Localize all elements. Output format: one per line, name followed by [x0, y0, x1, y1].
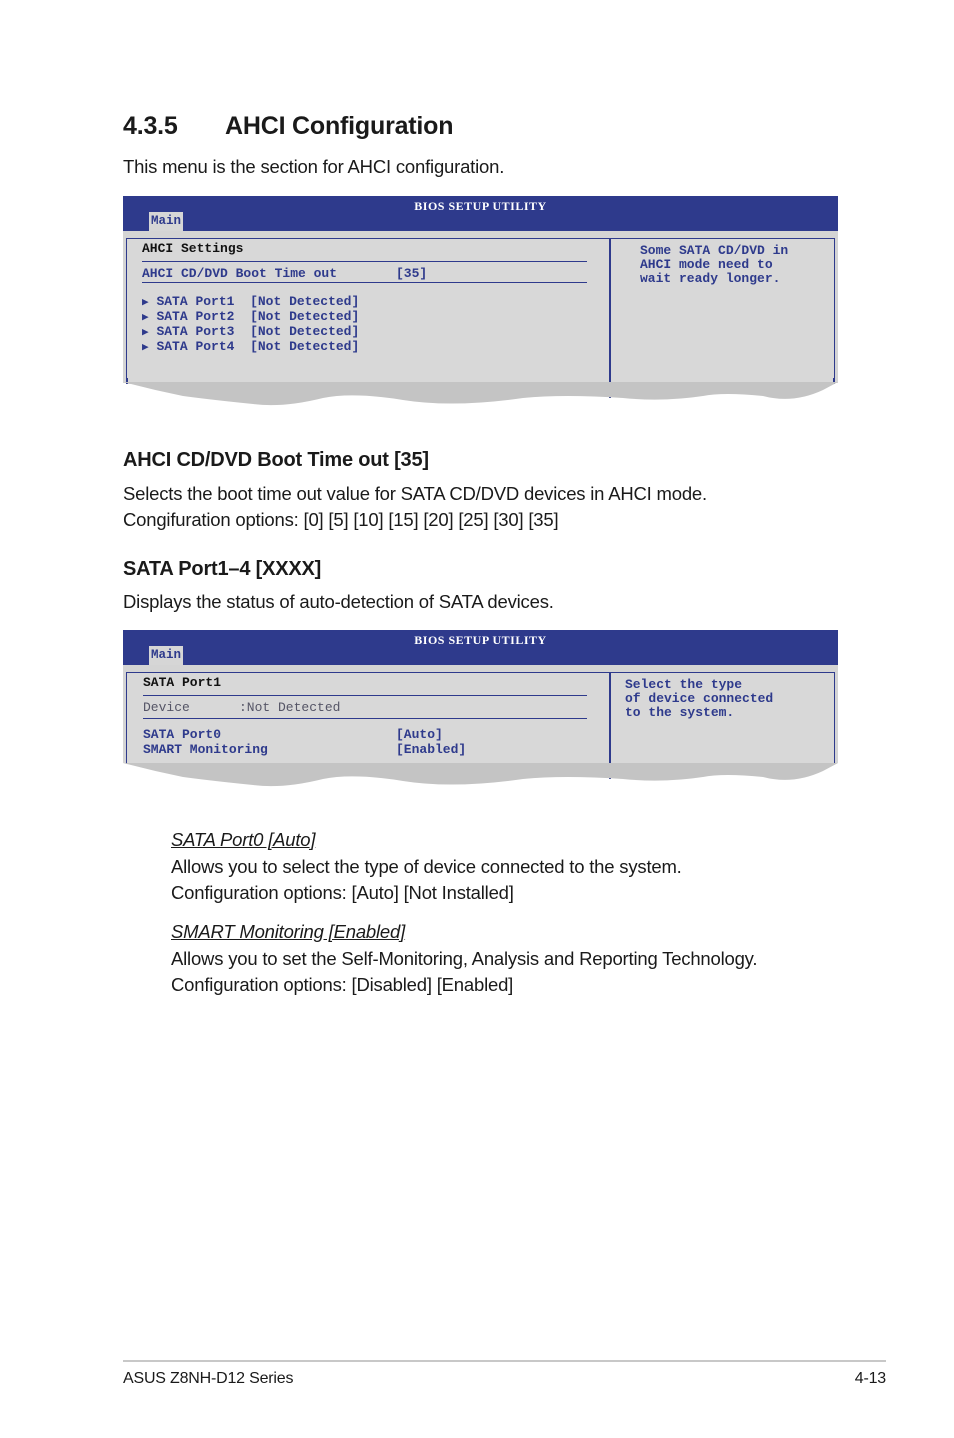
smart-monitoring-heading: SMART Monitoring [Enabled] [171, 921, 406, 942]
bios-title-bar [123, 630, 838, 665]
tab-main[interactable]: Main [149, 646, 183, 665]
tab-main[interactable]: Main [149, 212, 183, 231]
bios-pane-divider [609, 238, 611, 398]
help-text: Select the type of device connected to the system. [625, 677, 774, 720]
boot-timeout-heading: AHCI CD/DVD Boot Time out [35] [123, 449, 429, 471]
bios-body [123, 665, 838, 763]
sata-port-desc: Displays the status of auto-detection of SATA devices. [123, 591, 554, 612]
sata-port0-value[interactable]: [Auto] [396, 727, 443, 742]
sata-port-row-4[interactable]: ▶ SATA Port4 [Not Detected] [142, 339, 360, 354]
panel-title: SATA Port1 [143, 675, 222, 690]
boot-timeout-desc: Selects the boot time out value for SATA CD/DVD devices in AHCI mode. [123, 483, 707, 504]
submenu-arrow-icon: ▶ [142, 312, 149, 324]
torn-edge-graphic [123, 763, 838, 793]
sata-port0-heading: SATA Port0 [Auto] [171, 829, 316, 850]
footer-page-number: 4-13 [854, 1370, 886, 1387]
section-intro: This menu is the section for AHCI configuration. [123, 156, 505, 177]
torn-edge-graphic [123, 382, 838, 412]
bios-body [123, 231, 838, 383]
footer-rule [123, 1360, 886, 1362]
bios-header-text: BIOS SETUP UTILITY [414, 199, 547, 213]
bios-title-bar [123, 196, 838, 231]
panel-title: AHCI Settings [142, 241, 244, 256]
smart-monitoring-label[interactable]: SMART Monitoring [143, 742, 268, 757]
footer-product: ASUS Z8NH-D12 Series [123, 1370, 294, 1387]
boot-timeout-value[interactable]: [35] [396, 266, 428, 281]
sata-port0-label[interactable]: SATA Port0 [143, 727, 222, 742]
sata-port-row-2[interactable]: ▶ SATA Port2 [Not Detected] [142, 309, 360, 324]
boot-timeout-label[interactable]: AHCI CD/DVD Boot Time out [142, 266, 338, 281]
sata-port-row-3[interactable]: ▶ SATA Port3 [Not Detected] [142, 324, 360, 339]
device-value: :Not Detected [239, 700, 341, 715]
submenu-arrow-icon: ▶ [142, 327, 149, 339]
sata-port0-options: Configuration options: [Auto] [Not Installed] [171, 882, 514, 903]
bios-header-text: BIOS SETUP UTILITY [414, 633, 547, 647]
section-title: AHCI Configuration [225, 112, 454, 140]
sata-port-row-1[interactable]: ▶ SATA Port1 [Not Detected] [142, 294, 360, 309]
section-number: 4.3.5 [123, 112, 178, 140]
sata-port-heading: SATA Port1–4 [XXXX] [123, 558, 322, 580]
smart-monitoring-desc: Allows you to set the Self-Monitoring, Analysis and Reporting Technology. [171, 948, 758, 969]
smart-monitoring-value[interactable]: [Enabled] [396, 742, 467, 757]
sata-port0-desc: Allows you to select the type of device connected to the system. [171, 856, 682, 877]
bios-screen-ahci [123, 196, 838, 412]
submenu-arrow-icon: ▶ [142, 342, 149, 354]
smart-monitoring-options: Configuration options: [Disabled] [Enabled] [171, 974, 514, 995]
device-label: Device [143, 700, 190, 715]
boot-timeout-options: Congifuration options: [0] [5] [10] [15] [20] [25] [30] [35] [123, 509, 559, 530]
sata-port-list [142, 294, 359, 354]
bios-screen-sata-port1 [123, 630, 838, 794]
submenu-arrow-icon: ▶ [142, 297, 149, 309]
help-text: Some SATA CD/DVD in AHCI mode need to wait ready longer. [640, 243, 789, 286]
